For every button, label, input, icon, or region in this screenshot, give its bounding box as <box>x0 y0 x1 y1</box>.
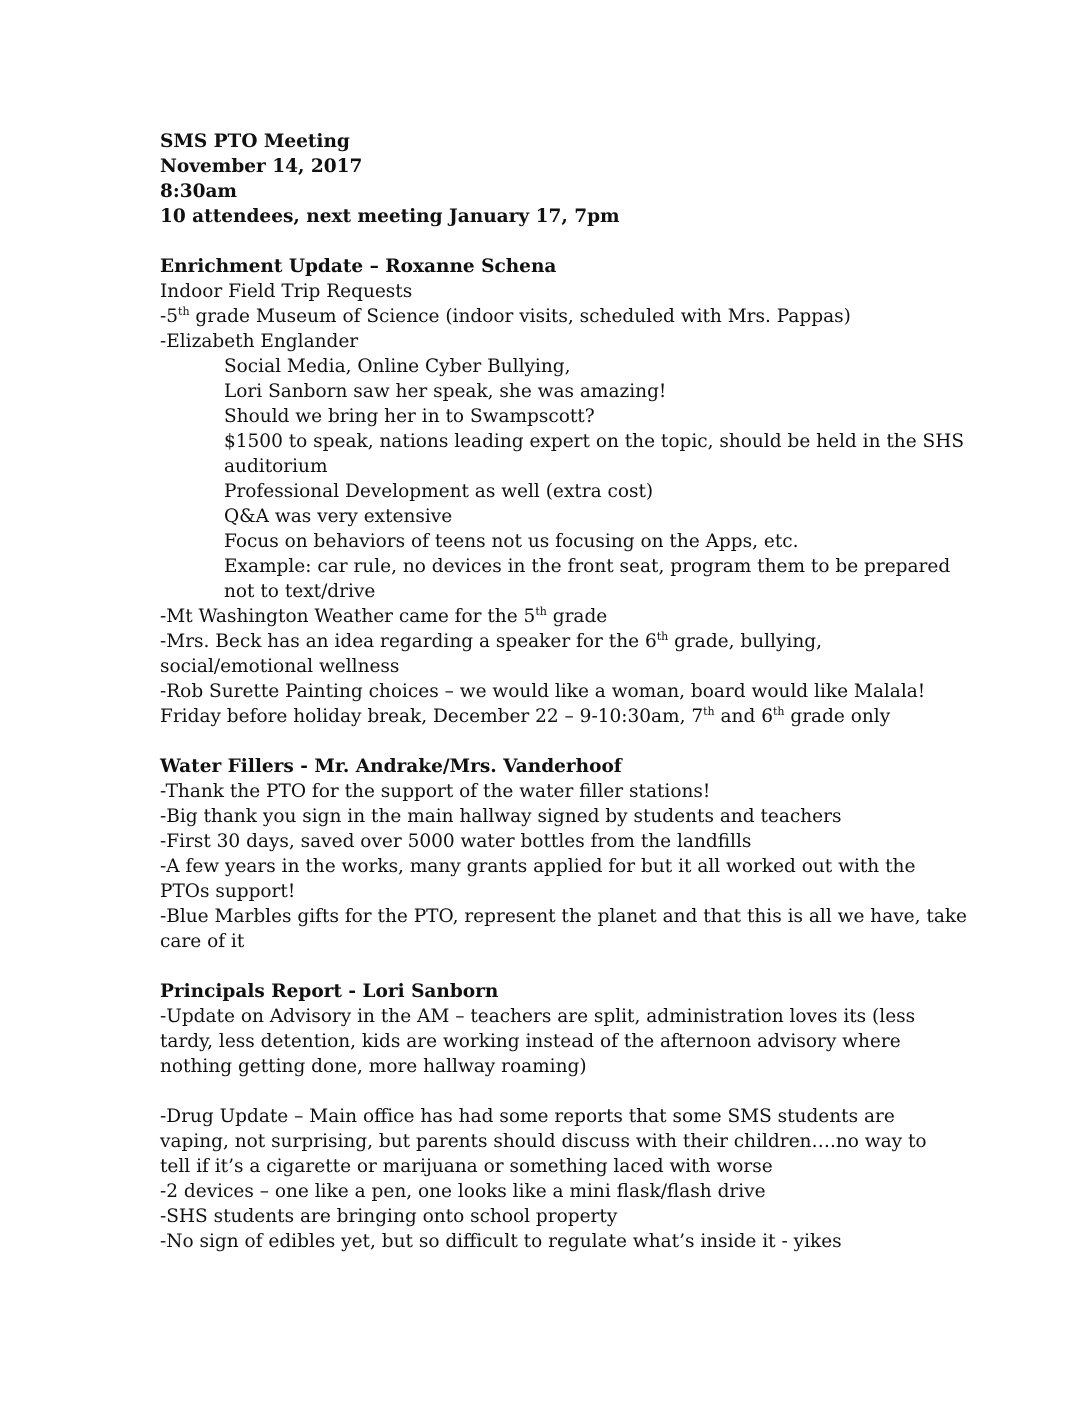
document-body <box>160 129 968 1254</box>
enrichment-line: Indoor Field Trip Requests <box>160 281 413 302</box>
water-line: -A few years in the works, many grants applied for but it all worked out with the <box>160 856 916 877</box>
enrichment-subline: Example: car rule, no devices in the front seat, program them to be prepared <box>224 556 951 577</box>
enrichment-subline: Professional Development as well (extra cost) <box>224 481 654 502</box>
text-run: -Mt Washington Weather came for the 5 <box>160 606 536 627</box>
enrichment-subline: Social Media, Online Cyber Bullying, <box>224 356 571 377</box>
principals-report-section <box>160 979 950 1254</box>
enrichment-subline: Focus on behaviors of teens not us focusing on the Apps, etc. <box>224 531 799 552</box>
meeting-header <box>160 129 950 229</box>
ordinal-suffix: th <box>703 705 715 718</box>
enrichment-subline: auditorium <box>224 456 328 477</box>
meeting-attendance: 10 attendees, next meeting January 17, 7pm <box>160 206 620 227</box>
enrichment-line: -Rob Surette Painting choices – we would like a woman, board would like Malala! <box>160 681 926 702</box>
enrichment-line <box>160 604 950 629</box>
principal-line: -Drug Update – Main office has had some reports that some SMS students are <box>160 1106 895 1127</box>
principal-line: -SHS students are bringing onto school property <box>160 1206 618 1227</box>
water-line: -Big thank you sign in the main hallway signed by students and teachers <box>160 806 842 827</box>
spacer <box>160 1079 950 1104</box>
enrichment-line: -Elizabeth Englander <box>160 331 359 352</box>
spacer <box>160 954 950 979</box>
principal-line: tell if it’s a cigarette or marijuana or something laced with worse <box>160 1156 773 1177</box>
ordinal-suffix: th <box>178 305 190 318</box>
meeting-title: SMS PTO Meeting <box>160 131 350 152</box>
section-heading-water-fillers: Water Fillers - Mr. Andrake/Mrs. Vanderhoof <box>160 756 622 777</box>
spacer <box>160 729 950 754</box>
enrichment-line: social/emotional wellness <box>160 656 400 677</box>
principal-line: tardy, less detention, kids are working instead of the afternoon advisory where <box>160 1031 901 1052</box>
enrichment-line <box>160 629 950 654</box>
water-line: PTOs support! <box>160 881 296 902</box>
principal-line: -Update on Advisory in the AM – teachers are split, administration loves its (less <box>160 1006 916 1027</box>
enrichment-subline: not to text/drive <box>224 581 376 602</box>
enrichment-line <box>160 304 950 329</box>
principal-line: nothing getting done, more hallway roaming) <box>160 1056 587 1077</box>
ordinal-suffix: th <box>535 605 547 618</box>
water-fillers-section <box>160 754 968 954</box>
water-line: -Thank the PTO for the support of the water filler stations! <box>160 781 711 802</box>
ordinal-suffix: th <box>656 630 669 643</box>
water-line: care of it <box>160 931 245 952</box>
enrichment-subline: Lori Sanborn saw her speak, she was amazing! <box>224 381 667 402</box>
enrichment-subline: Q&A was very extensive <box>224 506 453 527</box>
meeting-date: November 14, 2017 <box>160 156 363 177</box>
ordinal-suffix: th <box>772 705 785 718</box>
text-run: and 6 <box>714 706 773 727</box>
principal-line: -No sign of edibles yet, but so difficult to regulate what’s inside it - yikes <box>160 1231 842 1252</box>
meeting-time: 8:30am <box>160 181 238 202</box>
principal-line: vaping, not surprising, but parents should discuss with their children….no way to <box>160 1131 927 1152</box>
text-run: Friday before holiday break, December 22 – 9-10:30am, 7 <box>160 706 704 727</box>
water-line: -Blue Marbles gifts for the PTO, represent the planet and that this is all we have, take <box>160 906 968 927</box>
text-run: -5 <box>160 306 179 327</box>
enrichment-section <box>160 254 965 729</box>
text-run: grade only <box>784 706 891 727</box>
enrichment-subline: Should we bring her in to Swampscott? <box>224 406 595 427</box>
section-heading-principals-report: Principals Report - Lori Sanborn <box>160 981 499 1002</box>
text-run: grade <box>546 606 608 627</box>
enrichment-line <box>160 704 950 729</box>
enrichment-subline: $1500 to speak, nations leading expert on the topic, should be held in the SHS <box>224 431 965 452</box>
text-run: -Mrs. Beck has an idea regarding a speaker for the 6 <box>160 631 657 652</box>
text-run: grade, bullying, <box>668 631 822 652</box>
principal-line: -2 devices – one like a pen, one looks like a mini flask/flash drive <box>160 1181 766 1202</box>
spacer <box>160 229 950 254</box>
water-line: -First 30 days, saved over 5000 water bottles from the landfills <box>160 831 752 852</box>
section-heading-enrichment: Enrichment Update – Roxanne Schena <box>160 256 557 277</box>
text-run: grade Museum of Science (indoor visits, scheduled with Mrs. Pappas) <box>189 306 851 327</box>
